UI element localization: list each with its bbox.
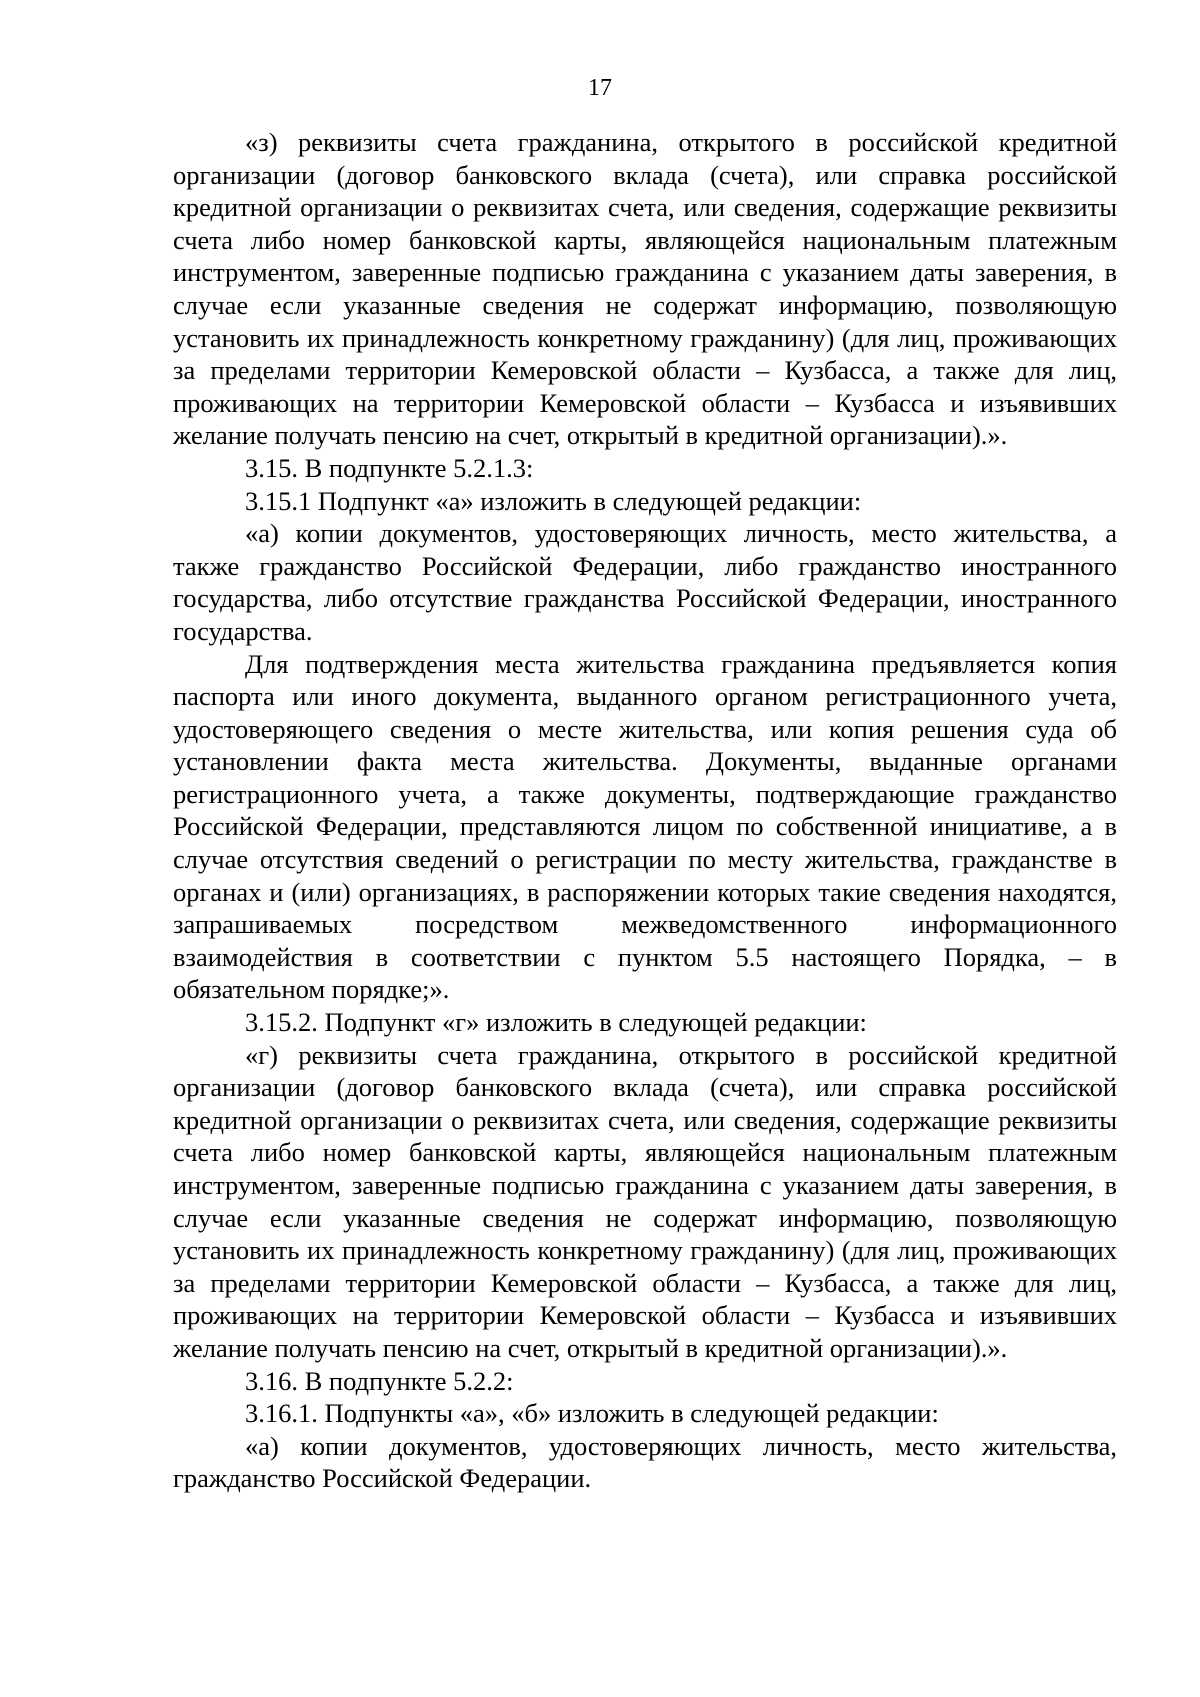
- document-body: [173, 126, 1117, 1495]
- paragraph-g-bank-details: «г) реквизиты счета гражданина, открытого в российской кредитной организации (договор банковского вклада (счета), или справка российской кредитной организации о реквизитах счета, или сведения, содержащие реквизиты счета либо номер банковской карты, являющейся национальным платежным инструментом, заверенные подписью гражданина с указанием даты заверения, в случае если указанные сведения не содержат информацию, позволяющую установить их принадлежность конкретному гражданину) (для лиц, проживающих за пределами территории Кемеровской области – Кузбасса, а также для лиц, проживающих на территории Кемеровской области – Кузбасса и изъявивших желание получать пенсию на счет, открытый в кредитной организации).».: [173, 1039, 1117, 1363]
- paragraph-3-16-1-heading: 3.16.1. Подпункты «а», «б» изложить в следующей редакции:: [245, 1398, 939, 1429]
- paragraph-a-identity-documents: «а) копии документов, удостоверяющих личность, место жительства, а также гражданство Российской Федерации, либо гражданство иностранного государства, либо отсутствие гражданства Российской Федерации, иностранного государства.: [173, 518, 1117, 646]
- page-number: 17: [588, 75, 612, 101]
- paragraph-3-15-1-heading: 3.15.1 Подпункт «а» изложить в следующей редакции:: [245, 485, 862, 516]
- paragraph-3-16-heading: 3.16. В подпункте 5.2.2:: [245, 1365, 514, 1396]
- paragraph-3-15-2-heading: 3.15.2. Подпункт «г» изложить в следующей редакции:: [245, 1007, 867, 1038]
- paragraph-3-15-heading: 3.15. В подпункте 5.2.1.3:: [245, 452, 534, 483]
- paragraph-a-identity-citizenship: «а) копии документов, удостоверяющих личность, место жительства, гражданство Российской Федерации.: [173, 1430, 1117, 1494]
- paragraph-z-bank-details: «з) реквизиты счета гражданина, открытого в российской кредитной организации (договор банковского вклада (счета), или справка российской кредитной организации о реквизитах счета, или сведения, содержащие реквизиты счета либо номер банковской карты, являющейся национальным платежным инструментом, заверенные подписью гражданина с указанием даты заверения, в случае если указанные сведения не содержат информацию, позволяющую установить их принадлежность конкретному гражданину) (для лиц, проживающих за пределами территории Кемеровской области – Кузбасса, а также для лиц, проживающих на территории Кемеровской области – Кузбасса и изъявивших желание получать пенсию на счет, открытый в кредитной организации).».: [173, 127, 1117, 451]
- paragraph-residence-confirmation: Для подтверждения места жительства гражданина предъявляется копия паспорта или иного документа, выданного органом регистрационного учета, удостоверяющего сведения о месте жительства, или копия решения суда об установлении факта места жительства. Документы, выданные органами регистрационного учета, а также документы, подтверждающие гражданство Российской Федерации, представляются лицом по собственной инициативе, а в случае отсутствия сведений о регистрации по месту жительства, гражданстве в органах и (или) организациях, в распоряжении которых такие сведения находятся, запрашиваемых посредством межведомственного информационного взаимодействия в соответствии с пунктом 5.5 настоящего Порядка, – в обязательном порядке;».: [173, 648, 1117, 1005]
